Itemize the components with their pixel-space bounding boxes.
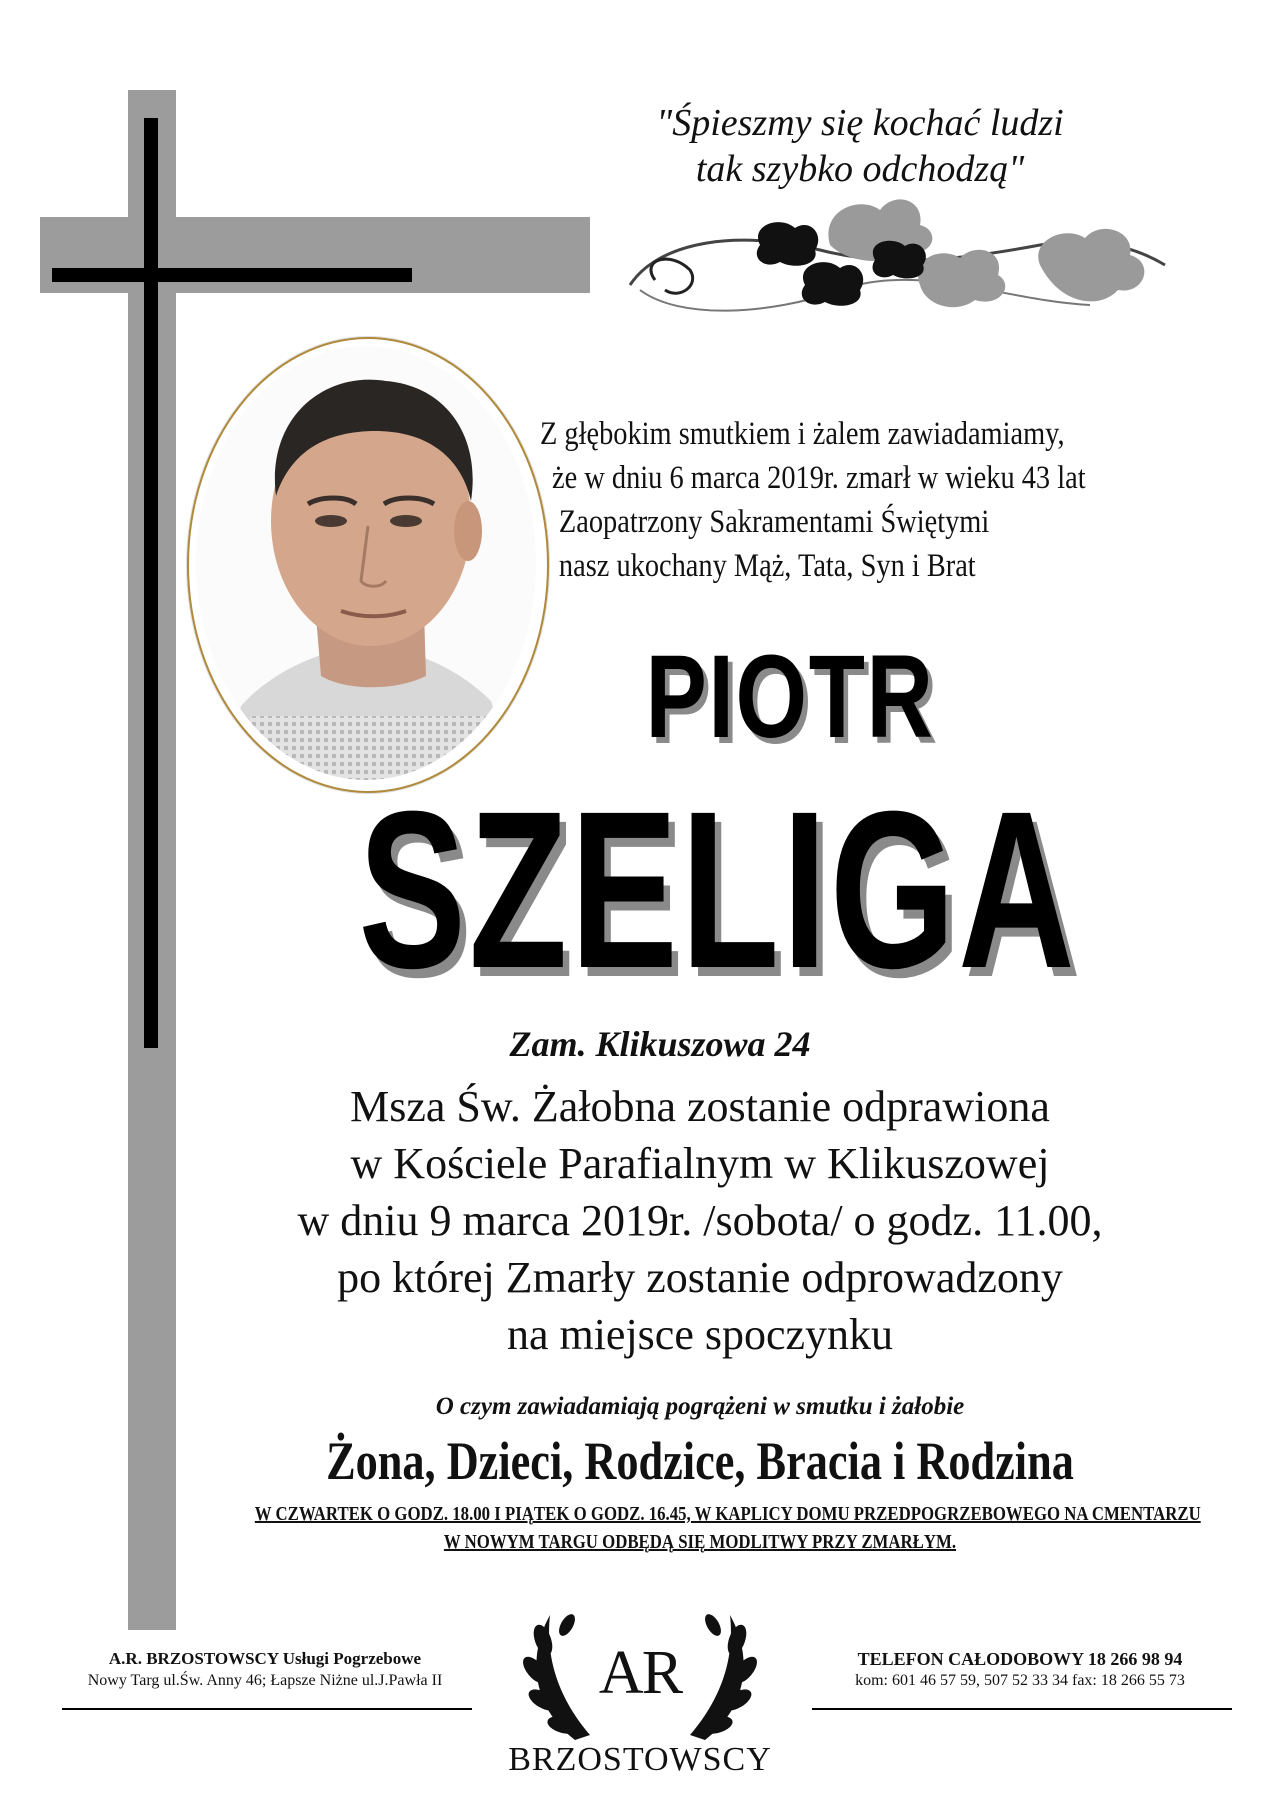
cross-vertical bbox=[144, 118, 158, 1048]
quote bbox=[560, 100, 1160, 192]
mass-info bbox=[190, 1078, 1210, 1363]
leaf-ornament-icon bbox=[620, 190, 1180, 355]
footer-rule-right bbox=[812, 1708, 1232, 1710]
phone-main: TELEFON CAŁODOBOWY 18 266 98 94 bbox=[857, 1649, 1183, 1669]
prayer-notice bbox=[254, 1500, 1201, 1556]
mass-line-5: na miejsce spoczynku bbox=[506, 1310, 894, 1359]
logo-name: BRZOSTOWSCY bbox=[508, 1741, 772, 1778]
prayer-line-2: W NOWYM TARGU ODBĘDĄ SIĘ MODLITWY PRZY ZMARŁYM. bbox=[443, 1531, 957, 1553]
deceased-address: Zam. Klikuszowa 24 bbox=[509, 1024, 811, 1064]
quote-line-2: tak szybko odchodzą" bbox=[695, 148, 1025, 190]
footer-rule-left bbox=[62, 1708, 472, 1710]
intro-line-3: Zaopatrzony Sakramentami Świętymi bbox=[558, 504, 990, 540]
prayer-line-1: W CZWARTEK O GODZ. 18.00 I PIĄTEK O GODZ. 16.45, W KAPLICY DOMU PRZEDPOGRZEBOWEGO NA CMENTARZU bbox=[254, 1503, 1201, 1525]
quote-line-1: "Śpieszmy się kochać ludzi bbox=[656, 102, 1064, 144]
mass-line-3: w dniu 9 marca 2019r. /sobota/ o godz. 11.00, bbox=[297, 1196, 1103, 1245]
mass-line-2: w Kościele Parafialnym w Klikuszowej bbox=[350, 1139, 1050, 1188]
portrait-photo bbox=[196, 346, 536, 780]
intro-line-4: nasz ukochany Mąż, Tata, Syn i Brat bbox=[558, 548, 976, 584]
company-address: Nowy Targ ul.Św. Anny 46; Łapsze Niżne ul.J.Pawła II bbox=[87, 1672, 443, 1689]
deceased-first-name: PIOTR bbox=[645, 631, 935, 763]
mass-line-1: Msza Św. Żałobna zostanie odprawiona bbox=[350, 1082, 1050, 1131]
company-name: A.R. BRZOSTOWSCY Usługi Pogrzebowe bbox=[108, 1649, 422, 1668]
logo-letters: AR bbox=[598, 1639, 682, 1707]
intro-line-2: że w dniu 6 marca 2019r. zmarł w wieku 43 lat bbox=[552, 460, 1086, 496]
notice-line: O czym zawiadamiają pogrążeni w smutku i żałobie bbox=[435, 1393, 965, 1420]
announcement-intro bbox=[540, 412, 1086, 588]
intro-line-1: Z głębokim smutkiem i żalem zawiadamiamy, bbox=[540, 416, 1065, 452]
family-line: Żona, Dzieci, Rodzice, Bracia i Rodzina bbox=[326, 1431, 1074, 1491]
phone-other: kom: 601 46 57 59, 507 52 33 34 fax: 18 266 55 73 bbox=[855, 1672, 1185, 1689]
company-info bbox=[30, 1648, 500, 1692]
cross-horizontal bbox=[52, 268, 412, 282]
contact-info bbox=[790, 1648, 1250, 1692]
deceased-last-name: SZELIGA bbox=[358, 765, 1078, 1015]
mass-line-4: po której Zmarły zostanie odprowadzony bbox=[337, 1253, 1063, 1302]
